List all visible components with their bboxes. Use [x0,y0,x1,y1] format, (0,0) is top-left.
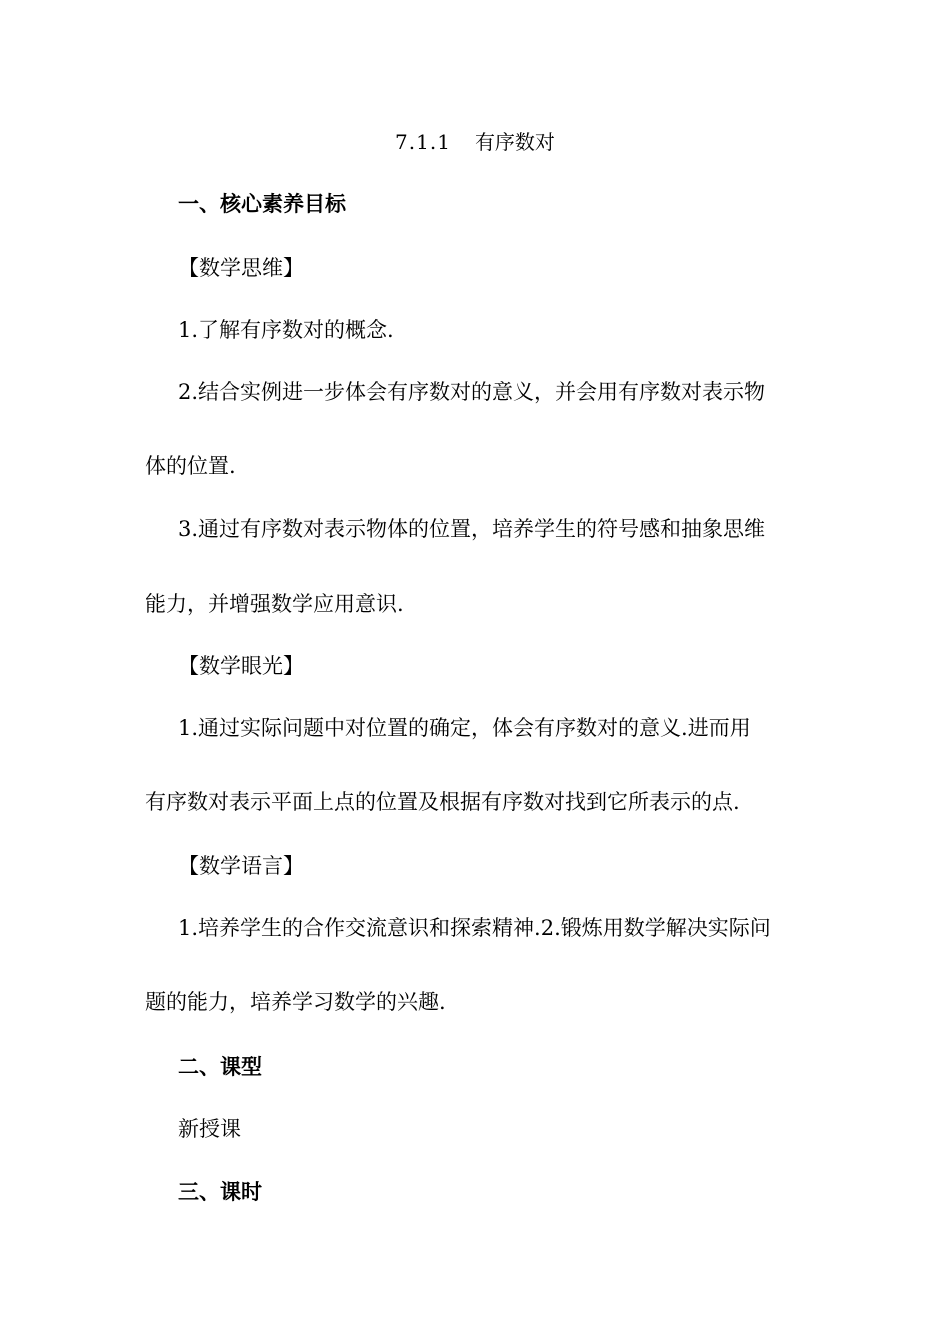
thinking-item-3-line-2: 能力，并增强数学应用意识. [145,592,404,616]
language-item-1-line-1: 1.培养学生的合作交流意识和探索精神.2.锻炼用数学解决实际问 [178,916,771,940]
document-title [0,128,950,156]
section-number: 7.1.1 [395,130,451,154]
heading-lesson-hours: 三、课时 [178,1180,262,1204]
title-text: 有序数对 [474,130,555,154]
vision-item-1-line-2: 有序数对表示平面上点的位置及根据有序数对找到它所表示的点. [145,790,740,814]
thinking-item-1: 1.了解有序数对的概念. [178,318,394,342]
heading-lesson-type: 二、课型 [178,1055,262,1079]
thinking-item-3-line-1: 3.通过有序数对表示物体的位置，培养学生的符号感和抽象思维 [178,517,766,541]
label-math-language: 【数学语言】 [178,854,304,878]
thinking-item-2-line-1: 2.结合实例进一步体会有序数对的意义，并会用有序数对表示物 [178,380,766,404]
language-item-1-line-2: 题的能力，培养学习数学的兴趣. [145,990,446,1014]
thinking-item-2-line-2: 体的位置. [145,454,236,478]
vision-item-1-line-1: 1.通过实际问题中对位置的确定，体会有序数对的意义.进而用 [178,716,751,740]
lesson-type-value: 新授课 [178,1117,241,1141]
label-math-thinking: 【数学思维】 [178,256,304,280]
label-math-vision: 【数学眼光】 [178,654,304,678]
heading-core-goals: 一、核心素养目标 [178,192,346,216]
